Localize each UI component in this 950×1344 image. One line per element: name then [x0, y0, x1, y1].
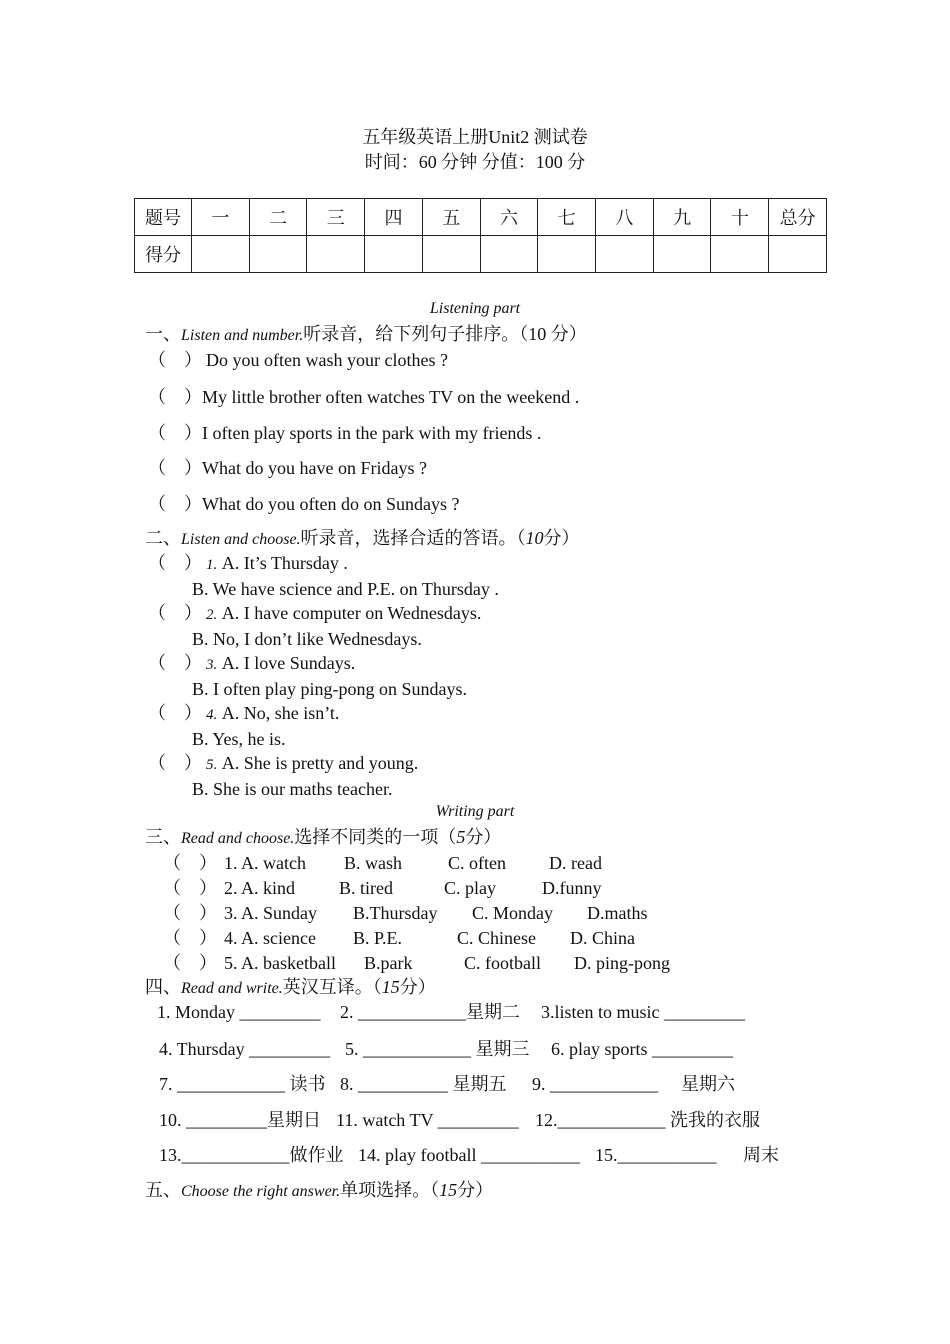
option-d: D.maths [587, 903, 648, 923]
score-input-cell[interactable] [769, 236, 827, 273]
score-input-cell[interactable] [422, 236, 480, 273]
score-table [134, 198, 827, 273]
answer-paren[interactable]: （ ） [148, 703, 202, 723]
answer-paren[interactable]: （ ） [148, 350, 202, 370]
score-input-cell[interactable] [653, 236, 711, 273]
translate-item[interactable]: 3.listen to music _________ [541, 1002, 745, 1022]
option-a: 3. A. Sunday [224, 903, 318, 923]
item-number: 4. [206, 707, 218, 723]
translate-item[interactable]: 6. play sports _________ [551, 1039, 733, 1059]
score-input-cell[interactable] [538, 236, 596, 273]
item-text: My little brother often watches TV on the weekend . [202, 387, 580, 407]
option-b: B. We have science and P.E. on Thursday . [192, 579, 499, 599]
item-number: 2. [206, 607, 218, 623]
section-cn-instruction: 听录音，给下列句子排序。（10 分） [303, 324, 587, 344]
writing-part-heading: Writing part [435, 803, 515, 820]
option-d: D. read [549, 853, 602, 873]
translate-item[interactable]: 12.____________ 洗我的衣服 [535, 1110, 760, 1130]
section-cn-instruction: 选择不同类的一项（ [294, 827, 457, 847]
option-b: B. I often play ping-pong on Sundays. [192, 679, 467, 699]
translate-item[interactable]: 15.___________ [595, 1145, 717, 1165]
score-input-cell[interactable] [192, 236, 250, 273]
listen-number-item [148, 386, 579, 408]
translate-item[interactable]: 9. ____________ [532, 1074, 658, 1094]
option-b: B. Yes, he is. [192, 729, 286, 749]
section-cn-end: 分） [457, 1180, 494, 1200]
score-table-score-row [135, 236, 827, 273]
translate-item-cn: 星期六 [681, 1074, 735, 1094]
listen-number-item [148, 422, 541, 444]
score-cell: 六 [480, 199, 538, 236]
option-b: B. No, I don’t like Wednesdays. [192, 629, 422, 649]
item-text: What do you often do on Sundays ? [202, 494, 460, 514]
section-2-heading [145, 527, 580, 551]
listen-number-item [148, 493, 459, 515]
section-cn-end: 分） [465, 827, 502, 847]
exam-title: 五年级英语上册Unit2 测试卷 [362, 127, 588, 147]
item-number: 5. [206, 757, 218, 773]
score-input-cell[interactable] [596, 236, 654, 273]
option-a: 2. A. kind [224, 878, 296, 898]
score-cell: 一 [192, 199, 250, 236]
section-en-instruction: Choose the right answer. [181, 1183, 341, 1200]
section-cn-instruction: 英汉互译。（ [282, 977, 382, 997]
score-input-cell[interactable] [249, 236, 307, 273]
section-score: 15 [439, 1180, 458, 1200]
read-choose-paren[interactable]: （ ） [163, 853, 217, 873]
read-choose-paren[interactable]: （ ） [163, 903, 217, 923]
answer-paren[interactable]: （ ） [148, 423, 202, 443]
section-cn-instruction: 听录音，选择合适的答语。（ [300, 528, 526, 548]
item-text: What do you have on Fridays ? [202, 458, 427, 478]
option-c: C. football [464, 953, 541, 973]
translate-item[interactable]: 1. Monday _________ [157, 1002, 321, 1022]
translate-item[interactable]: 13.____________做作业 [159, 1145, 344, 1165]
score-cell: 总分 [769, 199, 827, 236]
answer-paren[interactable]: （ ） [148, 458, 202, 478]
answer-paren[interactable]: （ ） [148, 653, 202, 673]
option-d: D. China [570, 928, 635, 948]
item-text: Do you often wash your clothes ? [206, 350, 448, 370]
section-cn-end: 分） [399, 977, 436, 997]
option-b: B. P.E. [353, 928, 403, 948]
section-cn-end: 分） [543, 528, 580, 548]
section-prefix: 一、 [145, 324, 181, 344]
listen-choose-item [148, 702, 339, 726]
section-1-heading [145, 323, 587, 347]
section-en-instruction: Listen and choose. [181, 531, 301, 548]
score-cell: 七 [538, 199, 596, 236]
score-row-label: 得分 [135, 236, 192, 273]
score-input-cell[interactable] [711, 236, 769, 273]
score-cell: 二 [249, 199, 307, 236]
listening-part-heading: Listening part [429, 300, 521, 317]
score-cell: 五 [422, 199, 480, 236]
answer-paren[interactable]: （ ） [148, 753, 202, 773]
section-prefix: 二、 [145, 528, 181, 548]
option-a: A. She is pretty and young. [221, 753, 419, 773]
section-5-heading [145, 1179, 493, 1203]
score-cell: 十 [711, 199, 769, 236]
option-a: 4. A. science [224, 928, 316, 948]
section-prefix: 三、 [145, 827, 181, 847]
option-b: B.park [364, 953, 413, 973]
read-choose-paren[interactable]: （ ） [163, 878, 217, 898]
section-en-instruction: Read and write. [181, 980, 283, 997]
option-b: B. She is our maths teacher. [192, 779, 393, 799]
score-cell: 三 [307, 199, 365, 236]
section-4-heading [145, 976, 436, 1000]
option-b: B. tired [339, 878, 393, 898]
section-score: 15 [381, 977, 400, 997]
translate-item-cn: 周末 [743, 1145, 779, 1165]
section-prefix: 五、 [145, 1180, 181, 1200]
translate-item[interactable]: 11. watch TV _________ [336, 1110, 519, 1130]
option-c: C. Chinese [457, 928, 536, 948]
score-cell: 八 [596, 199, 654, 236]
option-b: B.Thursday [353, 903, 438, 923]
section-3-heading [145, 826, 501, 850]
option-d: D. ping-pong [574, 953, 670, 973]
score-input-cell[interactable] [480, 236, 538, 273]
option-b: B. wash [344, 853, 402, 873]
option-a: 1. A. watch [224, 853, 306, 873]
listen-choose-item [148, 602, 481, 626]
section-en-instruction: Read and choose. [181, 830, 295, 847]
translate-item[interactable]: 4. Thursday _________ [159, 1039, 331, 1059]
read-choose-paren[interactable]: （ ） [163, 928, 217, 948]
option-c: C. Monday [472, 903, 553, 923]
score-cell: 四 [365, 199, 423, 236]
score-cell: 题号 [135, 199, 192, 236]
score-input-cell[interactable] [365, 236, 423, 273]
section-en-instruction: Listen and number. [181, 327, 304, 344]
translate-item[interactable]: 10. _________星期日 [159, 1110, 321, 1130]
score-input-cell[interactable] [307, 236, 365, 273]
section-cn-instruction: 单项选择。（ [340, 1180, 440, 1200]
translate-item[interactable]: 7. ____________ 读书 [159, 1074, 326, 1094]
listen-choose-item [148, 552, 348, 576]
item-text: I often play sports in the park with my friends . [202, 423, 542, 443]
option-c: C. play [444, 878, 496, 898]
section-score: 10 [525, 528, 544, 548]
option-a: A. I have computer on Wednesdays. [221, 603, 482, 623]
translate-item[interactable]: 8. __________ 星期五 [340, 1074, 507, 1094]
listen-number-item [148, 349, 448, 371]
listen-number-item [148, 457, 427, 479]
listen-choose-item [148, 652, 355, 676]
translate-item[interactable]: 2. ____________星期二 [340, 1002, 520, 1022]
answer-paren[interactable]: （ ） [148, 387, 202, 407]
option-d: D.funny [542, 878, 602, 898]
section-prefix: 四、 [145, 977, 181, 997]
option-a: A. I love Sundays. [221, 653, 356, 673]
answer-paren[interactable]: （ ） [148, 553, 202, 573]
option-a: A. No, she isn’t. [221, 703, 340, 723]
option-a: 5. A. basketball [224, 953, 336, 973]
section-score: 5 [456, 827, 466, 847]
answer-paren[interactable]: （ ） [148, 494, 202, 514]
answer-paren[interactable]: （ ） [148, 603, 202, 623]
item-number: 3. [206, 657, 218, 673]
translate-item[interactable]: 5. ____________ 星期三 [345, 1039, 530, 1059]
translate-item[interactable]: 14. play football ___________ [358, 1145, 580, 1165]
item-number: 1. [206, 557, 218, 573]
read-choose-paren[interactable]: （ ） [163, 953, 217, 973]
score-cell: 九 [653, 199, 711, 236]
exam-subtitle: 时间：60 分钟 分值：100 分 [364, 152, 586, 172]
score-table-header-row [135, 199, 827, 236]
option-a: A. It’s Thursday . [221, 553, 348, 573]
option-c: C. often [448, 853, 506, 873]
listen-choose-item [148, 752, 418, 776]
